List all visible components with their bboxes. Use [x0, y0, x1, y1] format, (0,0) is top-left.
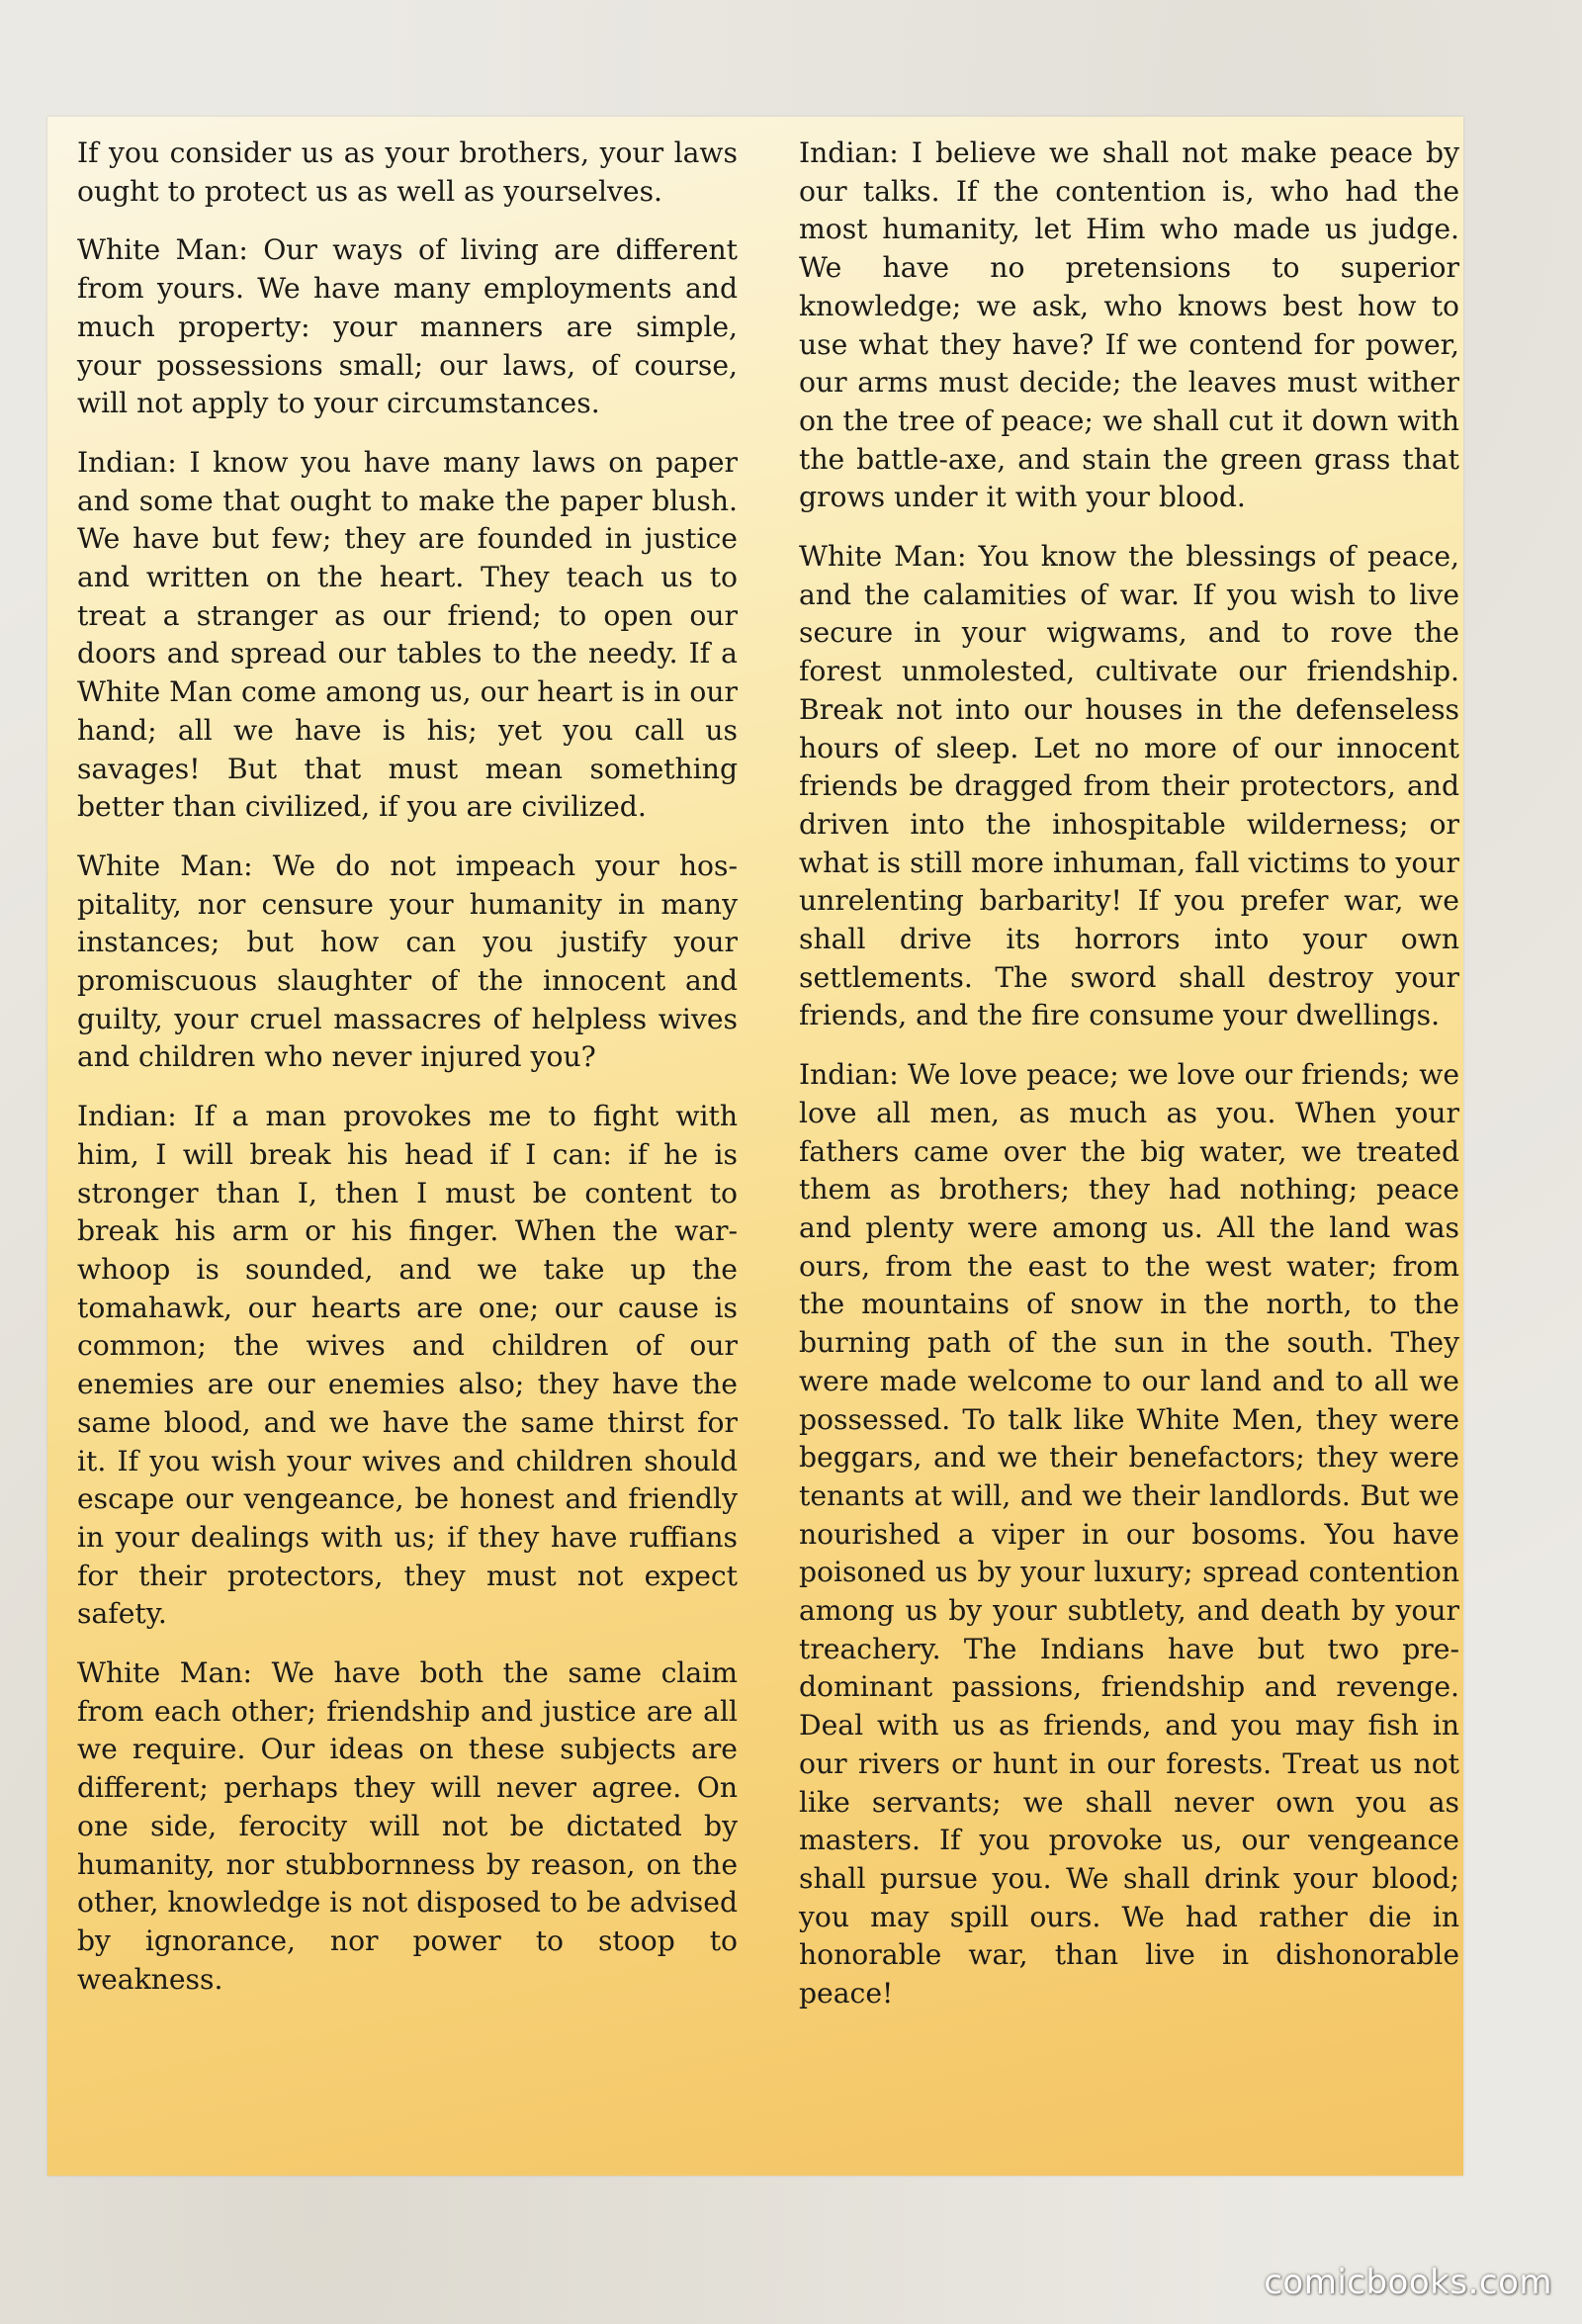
paragraph-text: I believe we shall not make peace by our talks. If the contention is, who had the most humanity, let Him who made us judge. We have no pretensions to superior knowledge; we ask, who knows best how to use what they have? If we contend for power, our arms must decide; the leaves must wither on the tree of peace; we shall cut it down with the battle-axe, and stain the green grass that grows under it with your blood.	[799, 136, 1460, 514]
paragraph-white-man-1	[77, 231, 738, 423]
paragraph-text: If you consider us as your brothers, your laws ought to protect us as well as yourselves.	[77, 136, 738, 208]
text-panel	[47, 117, 1463, 2176]
paragraph-text: If a man provokes me to fight with him, I will break his head if I can: if he is stronger than I, then I must be content to break his arm or his finger. When the war-whoop is sounded, and we take up the tomahawk, our hearts are one; our cause is common; the wives and children of our enemies are our enemies also; they have the same blood, and we have the same thirst for it. If you wish your wives and children should escape our vengeance, be honest and friendly in your dealings with us; if they have ruffians for their protectors, they must not expect safety.	[77, 1100, 738, 1631]
paragraph-white-man-4	[799, 538, 1459, 1035]
paragraph-text: We do not impeach your hospitality, nor censure your humanity in many instances; but how can you justify your promiscuous slaughter of the innocent and guilty, your cruel massacres of helpless wives and children who never injured you?	[77, 849, 738, 1074]
paragraph-text: You know the blessings of peace, and the calamities of war. If you wish to live secure in your wigwams, and to rove the forest unmolested, cultivate our friendship. Break not into our houses in the defenseless hours of sleep. Let no more of our innocent friends be dragged from their protectors, and driven into the inhospitable wilderness; or what is still more inhuman, fall victims to your unrelenting barbarity! If you prefer war, we shall drive its horrors into your own settlements. The sword shall destroy your friends, and the fire consume your dwellings.	[799, 540, 1459, 1032]
paragraph-intro	[77, 134, 738, 211]
paragraph-indian-2	[77, 1098, 738, 1634]
speaker-label: White Man:	[799, 540, 967, 574]
left-column	[77, 134, 738, 2019]
watermark: comicbooks.com	[1264, 2263, 1552, 2302]
paragraph-text: I know you have many laws on paper and some that ought to make the paper blush. We have but few; they are founded in justice and written on the heart. They teach us to treat a stranger as our friend; to open our doors and spread our tables to the needy. If a White Man come among us, our heart is in our hand; all we have is his; yet you call us savages! But that must mean something better than civilized, if you are civilized.	[77, 445, 739, 824]
right-column	[799, 134, 1459, 2034]
speaker-label: Indian:	[77, 445, 177, 479]
paragraph-indian-3	[799, 134, 1459, 517]
speaker-label: Indian:	[77, 1100, 177, 1133]
speaker-label: White Man:	[77, 849, 253, 882]
speaker-label: White Man:	[77, 1656, 253, 1690]
speaker-label: Indian:	[799, 1058, 899, 1092]
paragraph-white-man-2	[77, 848, 738, 1077]
paragraph-text: Our ways of living are different from yours. We have many employments and much property: your manners are simple, your possessions small; our laws, of course, will not apply to your circumstances.	[77, 233, 738, 420]
paragraph-indian-4	[799, 1056, 1459, 2013]
paragraph-text: We love peace; we love our friends; we love all men, as much as you. When your fathers came over the big water, we treated them as brothers; they had nothing; peace and plenty were among us. All the land was ours, from the east to the west water; from the mountains of snow in the north, to the burning path of the sun in the south. They were made welcome to our land and to all we possessed. To talk like White Men, they were beggars, and we their benefactors; they were tenants at will, and we their landlords. But we nourished a viper in our bosoms. You have poisoned us by your luxury; spread contention among us by your subtlety, and death by your treachery. The Indians have but two predominant passions, friendship and revenge. Deal with us as friends, and you may fish in our rivers or hunt in our forests. Treat us not like servants; we shall never own you as masters. If you provoke us, our vengeance shall pursue you. We shall drink your blood; you may spill ours. We had rather die in honorable war, than live in dishonorable peace!	[799, 1058, 1459, 2011]
speaker-label: White Man:	[77, 233, 248, 267]
paragraph-indian-1	[77, 444, 738, 827]
paragraph-text: We have both the same claim from each other; friendship and justice are all we require. Our ideas on these subjects are different; perhaps they will never agree. On one side, ferocity will not be dictated by humanity, nor stubbornness by reason, on the other, knowledge is not disposed to be advised by ignorance, nor power to stoop to weakness.	[77, 1656, 738, 1996]
paragraph-white-man-3	[77, 1654, 738, 1999]
speaker-label: Indian:	[799, 136, 899, 169]
